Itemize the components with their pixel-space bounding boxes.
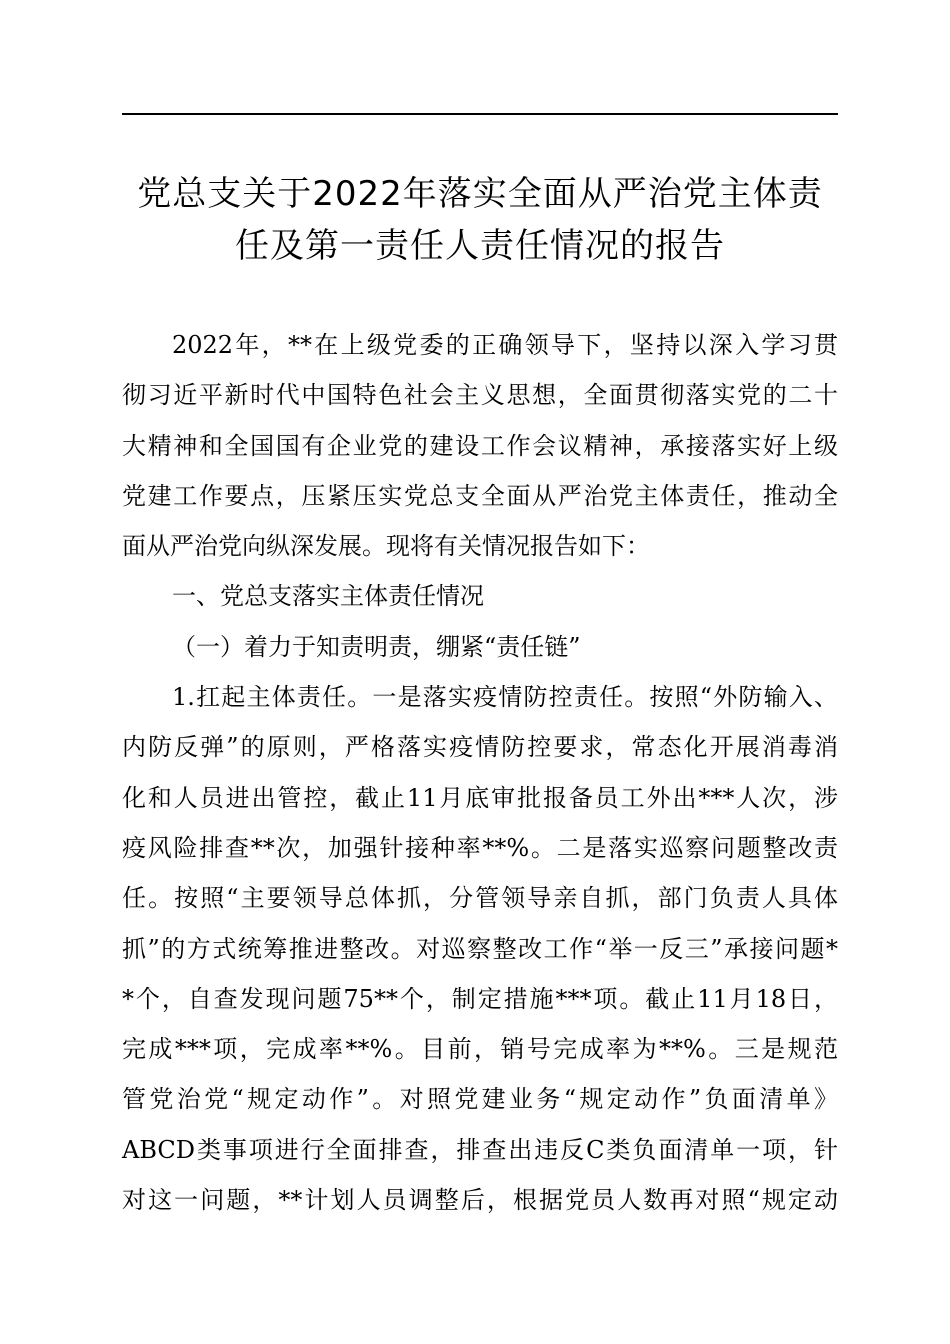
body-line: 任。按照“主要领导总体抓，分管领导亲自抓，部门负责人具体	[122, 884, 838, 913]
document-title	[122, 168, 838, 272]
body-line: *个，自查发现问题75**个，制定措施***项。截止11月18日，	[122, 984, 838, 1013]
body-line: 抓”的方式统筹推进整改。对巡察整改工作“举一反三”承接问题*	[122, 934, 838, 963]
body-line: 管党治党“规定动作”。对照党建业务“规定动作”负面清单》	[122, 1085, 838, 1114]
body-line: 疫风险排查**次，加强针接种率**%。二是落实巡察问题整改责	[122, 833, 838, 862]
body-line: 1.扛起主体责任。一是落实疫情防控责任。按照“外防输入、	[172, 683, 838, 712]
subsection-heading: （一）着力于知责明责，绷紧“责任链”	[172, 632, 581, 661]
body-line: 大精神和全国国有企业党的建设工作会议精神，承接落实好上级	[122, 431, 838, 460]
section-heading: 一、党总支落实主体责任情况	[172, 582, 484, 611]
body-line: 对这一问题，**计划人员调整后，根据党员人数再对照“规定动	[122, 1186, 838, 1215]
body-line: 2022年，**在上级党委的正确领导下，坚持以深入学习贯	[172, 331, 838, 359]
body-line: 彻习近平新时代中国特色社会主义思想，全面贯彻落实党的二十	[122, 381, 838, 410]
body-line: 面从严治党向纵深发展。现将有关情况报告如下：	[122, 532, 650, 561]
title-line-1: 党总支关于2022年落实全面从严治党主体责	[137, 174, 823, 214]
body-line: 化和人员进出管控，截止11月底审批报备员工外出***人次，涉	[122, 783, 838, 812]
header-rule	[122, 113, 838, 115]
body-line: 内防反弹”的原则，严格落实疫情防控要求，常态化开展消毒消	[122, 733, 838, 762]
body-line: ABCD类事项进行全面排查，排查出违反C类负面清单一项，针	[122, 1135, 838, 1164]
document-body	[122, 320, 838, 1225]
body-line: 完成***项，完成率**%。目前，销号完成率为**%。三是规范	[122, 1035, 838, 1064]
body-line: 党建工作要点，压紧压实党总支全面从严治党主体责任，推动全	[122, 481, 838, 510]
title-line-2: 任及第一责任人责任情况的报告	[235, 226, 725, 266]
